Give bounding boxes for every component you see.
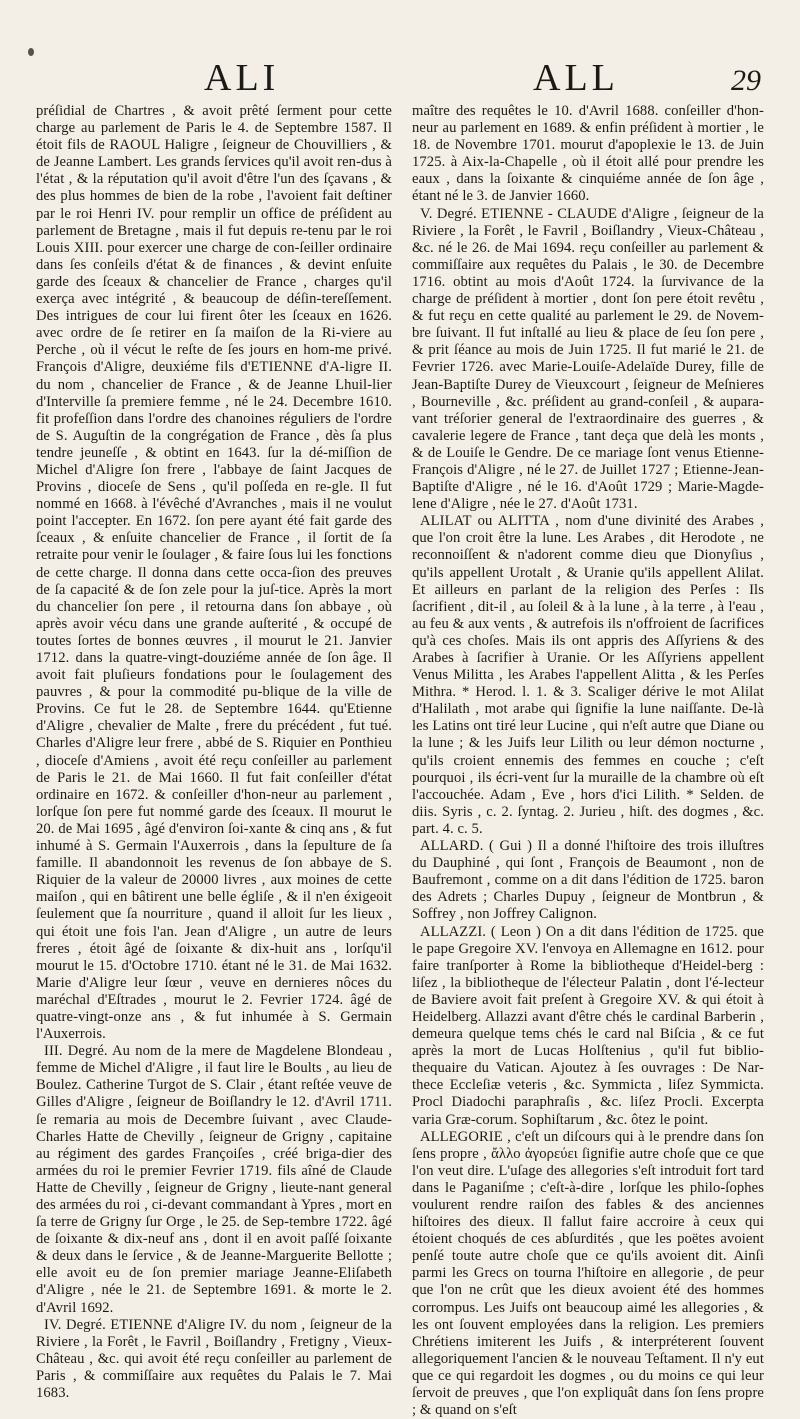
entry-allard: ALLARD. ( Gui ) Il a donné l'hiſtoire des trois illuſtres du Dauphiné , qui ſont , François de Beaumont , non de Baufremont , comme on a dit dans l'édition de 1725. baron des Adrets ; Charles Dupuy , ſeigneur de Montbrun , & Soffrey , non Joffrey Calignon.	[412, 838, 764, 923]
entry-alilat: ALILAT ou ALITTA , nom d'une divinité des Arabes , que l'on croit être la lune. Les Arabes , dit Herodote , ne reconnoiſſent & n'adorent comme dieu que Dionyſius , qu'ils appellent Urotalt , & Uranie qu'ils appellent Alilat. Et ailleurs en parlant de la religion des Perſes : Ils ſacrifient , dit-il , au ſoleil & à la lune , à la terre , à l'eau , au feu & aux vents , & autrefois ils n'offroient de ſacrifices qu'à ces choſes. Mais ils ont appris des Aſſyriens & des Arabes à ſacrifier à Uranie. Or les Aſſyriens appellent Venus Militta , les Arabes l'appellent Alitta , & les Perſes Mithra. * Herod. l. 1. & 3. Scaliger dérive le mot Alilat d'Halilath , mot arabe qui ſignifie la lune naiſſante. De-là les Latins ont tiré leur Lucine , qui n'eſt autre que Diane ou la lune ; & les Juifs leur Lilith ou leur démon nocturne , qu'ils croient ennemis des femmes en couche ; c'eſt pourquoi , ils écri-vent ſur la muraille de la chambre où eſt l'accouchée. Adam , Eve , hors d'ici Lilith. * Selden. de diis. Syris , c. 2. ſyntag. 2. Jurieu , hiſt. des dogmes , &c. part. 4. c. 5.	[412, 513, 764, 837]
paragraph: IV. Degré. ETIENNE d'Aligre IV. du nom , ſeigneur de la Riviere , la Forêt , le Favril , Boiſlandry , Fretigny , Vieux-Château , &c. qui avoit été reçu conſeiller au parlement de Paris , & commiſſaire aux requêtes du Palais le 7. Mai 1683.	[36, 1316, 392, 1402]
header-left-title: ALI	[204, 57, 280, 99]
header-right-title: ALL	[533, 57, 619, 99]
right-column	[412, 103, 764, 1419]
paragraph: V. Degré. ETIENNE - CLAUDE d'Aligre , ſeigneur de la Riviere , la Forêt , le Favril , Boiſlandry , Vieux-Château , &c. né le 26. de Mai 1694. reçu conſeiller au parlement & commiſſaire aux requêtes du Palais , le 30. de Decembre 1716. obtint au mois d'Août 1724. la ſurvivance de la charge de préſident à mortier , dont ſon pere étoit revêtu , & fut reçu en cette qualité au parlement le 29. de Novem-bre ſuivant. Il fut inſtallé au lieu & place de ſeu ſon pere , & prit ſéance au mois de Juin 1725. Il fut marié le 21. de Fevrier 1726. avec Marie-Louiſe-Adelaïde Durey, fille de Jean-Baptiſte Durey de Vieuxcourt , ſeigneur de Meſnieres , Bourneville , &c. préſident au grand-conſeil , & aupara-vant tréſorier general de l'extraordinaire des guerres , & cavalerie legere de France , tant deça que delà les monts , & de Louiſe le Gendre. De ce mariage ſont venus Etienne-François d'Aligre , né le 27. de Juillet 1727 ; Etienne-Jean-Baptiſte d'Aligre , né le 16. d'Août 1729 ; Marie-Magde-lene d'Aligre , née le 27. d'Août 1731.	[412, 205, 764, 513]
left-column	[36, 103, 392, 1402]
paragraph: maître des requêtes le 10. d'Avril 1688. conſeiller d'hon-neur au parlement en 1689. & enfin préſident à mortier , le 18. de Novembre 1701. mourut d'apoplexie le 13. de Juin 1725. à Aix-la-Chapelle , où il étoit allé pour prendre les eaux , dans la ſoixante & cinquiéme année de ſon âge , étant né le 3. de Janvier 1660.	[412, 103, 764, 205]
paragraph: préſidial de Chartres , & avoit prêté ſerment pour cette charge au parlement de Paris le 4. de Septembre 1587. Il étoit fils de RAOUL Haligre , ſeigneur de Chouvilliers , & de Jeanne Lambert. Les grands ſervices qu'il avoit ren-dus à l'état , & la réputation qu'il avoit d'être l'un des ſçavans , & des plus hommes de bien de la robe , l'avoient fait deſtiner par le roi Henri IV. pour remplir un office de préſident au parlement de Bretagne , mais il fut depuis re-tenu par le roi Louis XIII. pour exercer une charge de con-ſeiller ordinaire dans ſes conſeils d'état & de finances , & devint enſuite garde des ſceaux & chancelier de France , charges qu'il exerça avec intégrité , & beaucoup de déſin-tereſſement. Des intrigues de cour lui firent ôter les ſceaux en 1626. avec ordre de ſe retirer en ſa maiſon de la Ri-viere au Perche , où il vécut le reſte de ſes jours en hom-me privé. François d'Aligre, deuxiéme fils d'ETIENNE d'A-ligre II. du nom , chancelier de France , & de Jeanne Lhuil-lier d'Interville ſa premiere femme , né le 24. Decembre 1610. fit profeſſion dans l'ordre des chanoines réguliers de l'ordre de S. Auguſtin de la congrégation de France , dès ſa plus tendre jeuneſſe , & obtint en 1643. ſur la dé-miſſion de Michel d'Aligre ſon frere , l'abbaye de ſaint Jacques de Provins , dioceſe de Sens , qu'il poſſeda en re-gle. Il fut nommé en 1668. à l'évêché d'Avranches , mais il ne voulut point l'accepter. En 1672. ſon pere ayant été fait garde des ſceaux , & enſuite chancelier de France , il ſortit de ſa retraite pour venir le ſoulager , & faire ſous lui les fonctions de cette charge. Il donna dans cette occa-ſion des preuves de ſa capacité & de ſon zele pour la juſ-tice. Après la mort du chancelier ſon pere , il retourna dans ſon abbaye , où après avoir vécu dans une grande auſterité , & occupé de toutes ſortes de bonnes œuvres , il mourut le 21. Janvier 1712. dans la quatre-vingt-douziéme année de ſon âge. Il avoit fait pluſieurs fondations pour le ſoulagement des pauvres , & pour la commodité pu-blique de la ville de Provins. Ce fut le 28. de Septembre 1644. qu'Etienne d'Aligre , chevalier de Malte , frere du précédent , fut tué. Charles d'Aligre leur frere , abbé de S. Riquier en Ponthieu , dioceſe d'Amiens , avoit été reçu conſeiller au parlement de Paris le 21. de Mai 1660. Il fut fait conſeiller d'état ordinaire en 1672. & conſeiller d'hon-neur au parlement , lorſque ſon pere fut nommé garde des ſceaux. Il mourut le 20. de Mai 1695 , âgé d'environ ſoi-xante & cinq ans , & fut inhumé à S. Germain l'Auxerrois , dans la ſepulture de ſa famille. Il abandonnoit les revenus de ſon abbaye de S. Riquier de la valeur de 20000 livres , aux moines de cette maiſon , qui en bâtirent une belle égliſe , & il n'en éxigeoit ſeulement que ſa nourriture , quand il alloit ſur les lieux , qui étoit une fois l'an. Jean d'Aligre , un autre de leurs freres , étoit âgé de ſoixante & dix-huit ans , lorſqu'il mourut le 15. d'Octobre 1710. étant né le 31. de Mai 1632. Marie d'Aligre leur ſœur , veuve en dernieres nôces du maréchal d'Eſtrades , mourut le 2. Fevrier 1724. âgé de quatre-vingt-onze ans , & fut inhumée à S. Germain l'Auxerrois.	[36, 103, 392, 1043]
running-header	[0, 56, 800, 100]
page-number: 29	[731, 64, 761, 97]
paragraph: III. Degré. Au nom de la mere de Magdelene Blondeau , femme de Michel d'Aligre , il faut lire le Boults , au lieu de Boulez. Catherine Turgot de S. Clair , étant reſtée veuve de Gilles d'Aligre , ſeigneur de Boiſlandry le 12. d'Avril 1711. ſe remaria au mois de Decembre ſuivant , avec Claude-Charles Hatte de Chevilly , ſeigneur de Grigny , capitaine au régiment des gardes Françoiſes , créé briga-dier des armées du roi le premier Fevrier 1719. fils aîné de Claude Hatte de Chevilly , ſeigneur de Grigny , lieute-nant general des armées du roi , ci-devant commandant à Ypres , mort en ſa terre de Grigny ſur Orge , le 25. de Sep-tembre 1722. âgé de ſoixante & dix-neuf ans , dont il en avoit paſſé ſoixante & deux dans le ſervice , & de Jeanne-Marguerite Bellotte ; elle avoit eu de ſon premier mariage Jeanne-Eliſabeth d'Aligre , née le 21. de Septembre 1691. & morte le 2. d'Avril 1692.	[36, 1043, 392, 1316]
entry-allazzi: ALLAZZI. ( Leon ) On a dit dans l'édition de 1725. que le pape Gregoire XV. l'envoya en Allemagne en 1612. pour faire tranſporter à Rome la bibliotheque d'Heidel-berg : liſez , la bibliotheque de l'électeur Palatin , dont l'é-lecteur de Baviere avoit fait preſent à Gregoire XV. & qui étoit à Heidelberg. Allazzi avant d'être chés le cardinal Barberin , demeura quelque tems chés le card nal Biſcia , & ce fut après la mort de Lucas Holſtenius , qu'il fut biblio-thequaire du Vatican. Ajoutez à ſes ouvrages : De Nar-thece Eccleſiæ veteris , &c. Symmicta , liſez Symmicta. Procl Diadochi paraphraſis , &c. liſez Procli. Excerpta varia Græ-corum. Sophiſtarum , &c. ôtez le point.	[412, 923, 764, 1128]
entry-allegorie: ALLEGORIE , c'eſt un diſcours qui à le prendre dans ſon ſens propre , ἄλλο ἀγορεύει ſignifie autre choſe que ce que l'on veut dire. L'uſage des allegories s'eſt introduit fort tard dans le Paganiſme ; c'eſt-à-dire , lorſque les philo-ſophes voulurent rendre raiſon des fables & des anciennes hiſtoires des dieux. Il fallut faire accroire à ceux qui étoient choqués de ces abſurdités , que les poëtes avoient penſé toute autre choſe que ce qu'ils avoient dit. Ainſi parmi les Grecs on tourna l'hiſtoire en allegorie , de peur que l'on ne crût que les dieux avoient été des hommes corrompus. Les Juifs ont beaucoup aimé les allegories , & les ont ſouvent employées dans la religion. Les premiers Chrétiens imiterent les Juifs , & interpréterent ſouvent allegoriquement l'ancien & le nouveau Teſtament. Il n'y eut que ce qui regardoit les dogmes , ou du moins ce qui leur ſervoit de preuves , que l'on expliquât dans ſon ſens propre ; & quand on s'eſt	[412, 1128, 764, 1419]
ink-spot	[28, 48, 34, 56]
